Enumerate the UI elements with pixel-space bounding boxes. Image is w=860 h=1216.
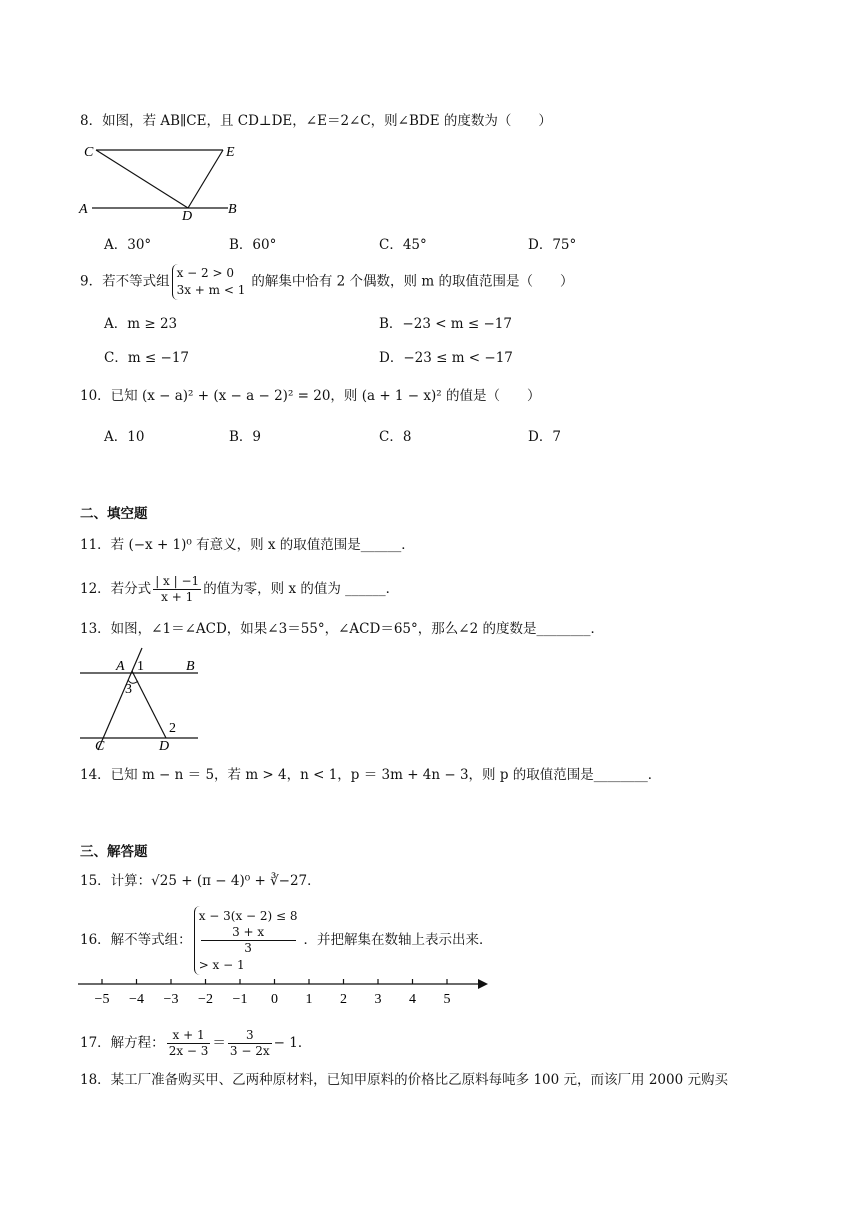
q16-suffix: ．并把解集在数轴上表示出来． bbox=[303, 932, 493, 948]
q17-prefix: 17．解方程： bbox=[80, 1035, 165, 1051]
q9-prefix: 9．若不等式组 bbox=[80, 273, 170, 290]
q16-sys-line2-rest: > x − 1 bbox=[198, 958, 245, 972]
q17-fraction-right bbox=[228, 1028, 272, 1059]
q13-label-2: 2 bbox=[169, 721, 176, 736]
q9-system bbox=[172, 264, 250, 300]
q8-label-e: E bbox=[226, 145, 235, 160]
q8-label-d: D bbox=[182, 209, 193, 220]
q9-stem bbox=[80, 264, 573, 300]
q17-stem bbox=[80, 1028, 311, 1059]
q8-stem: 8．如图，若 AB∥CE，且 CD⊥DE，∠E＝2∠C，则∠BDE 的度数为（ ） bbox=[80, 113, 552, 129]
q13-label-a: A bbox=[116, 659, 125, 674]
q12-numerator: | x | −1 bbox=[155, 574, 200, 588]
q8-option-d: D．75° bbox=[528, 237, 577, 253]
q9-option-b: B．−23 < m ≤ −17 bbox=[379, 316, 512, 332]
q15: 15．计算：√25 + (π − 4)⁰ + ∛−27． bbox=[80, 873, 321, 889]
q13-label-c: C bbox=[95, 739, 105, 754]
q10-option-c: C．8 bbox=[379, 429, 412, 445]
q9-sys-line1: x − 2 > 0 bbox=[176, 266, 234, 280]
q12-suffix: 的值为零，则 x 的值为 ______． bbox=[203, 581, 400, 597]
q17-denominator-left: 2x − 3 bbox=[168, 1044, 209, 1058]
q10-option-a: A．10 bbox=[104, 429, 145, 445]
axis-tick-label: 5 bbox=[443, 992, 451, 1007]
q16-system bbox=[194, 906, 302, 975]
axis-tick-label: 3 bbox=[374, 992, 382, 1007]
q8-option-c: C．45° bbox=[379, 237, 427, 253]
q9-option-a: A．m ≥ 23 bbox=[104, 316, 178, 332]
q16-stem bbox=[80, 906, 493, 975]
q13-figure bbox=[76, 646, 206, 754]
q8-label-b: B bbox=[228, 202, 237, 217]
section-fill-in: 二、填空题 bbox=[80, 506, 148, 522]
q17-suffix: − 1． bbox=[273, 1035, 312, 1051]
q9-suffix: 的解集中恰有 2 个偶数，则 m 的取值范围是（ ） bbox=[251, 273, 574, 290]
q13-label-d: D bbox=[159, 739, 170, 754]
q9-sys-line2: 3x + m < 1 bbox=[176, 283, 246, 297]
q10-option-b: B．9 bbox=[229, 429, 262, 445]
axis-tick-label: 4 bbox=[409, 992, 416, 1007]
q12-prefix: 12．若分式 bbox=[80, 581, 152, 597]
q16-sys-line2 bbox=[199, 925, 298, 974]
q8-option-a: A．30° bbox=[104, 237, 152, 253]
q10-stem: 10．已知 (x − a)² + (x − a − 2)² = 20，则 (a + 1 − x)² 的值是（ ） bbox=[80, 388, 541, 404]
q9-option-d: D．−23 ≤ m < −17 bbox=[379, 350, 513, 366]
axis-tick-label: −1 bbox=[232, 992, 248, 1007]
q11: 11．若 (−x + 1)⁰ 有意义，则 x 的取值范围是______． bbox=[80, 537, 415, 553]
q17-equals: ＝ bbox=[212, 1035, 226, 1051]
axis-tick-label: −3 bbox=[163, 992, 179, 1007]
axis-tick-label: −2 bbox=[198, 992, 213, 1007]
q17-fraction-left bbox=[167, 1028, 211, 1059]
q13-label-1: 1 bbox=[137, 659, 144, 674]
q16-sys-line1: x − 3(x − 2) ≤ 8 bbox=[198, 909, 298, 923]
axis-tick-label: 2 bbox=[340, 992, 347, 1007]
q12-fraction bbox=[153, 574, 201, 605]
q14: 14．已知 m − n ＝ 5，若 m > 4，n < 1，p ＝ 3m + 4n − 3，则 p 的取值范围是________． bbox=[80, 767, 662, 783]
q17-numerator-right: 3 bbox=[228, 1028, 272, 1044]
axis-tick-label: 0 bbox=[271, 992, 278, 1007]
q16-fraction bbox=[201, 925, 296, 956]
q13-stem: 13．如图，∠1＝∠ACD，如果∠3＝55°，∠ACD＝65°，那么∠2 的度数是________． bbox=[80, 621, 604, 637]
q16-denominator: 3 bbox=[244, 941, 252, 955]
q18: 18．某工厂准备购买甲、乙两种原材料，已知甲原料的价格比乙原料每吨多 100 元，而该厂用 2000 元购买 bbox=[80, 1072, 728, 1088]
q17-numerator-left: x + 1 bbox=[167, 1028, 211, 1044]
q12-denominator: x + 1 bbox=[161, 590, 194, 604]
q10-option-d: D．7 bbox=[528, 429, 561, 445]
axis-tick-label: 1 bbox=[305, 992, 313, 1007]
number-line bbox=[78, 972, 498, 1012]
q13-label-3: 3 bbox=[125, 682, 132, 697]
q12-stem bbox=[80, 574, 399, 605]
q16-numerator: 3 + x bbox=[201, 925, 296, 941]
axis-tick-label: −4 bbox=[129, 992, 144, 1007]
q13-label-b: B bbox=[186, 659, 195, 674]
section-solve: 三、解答题 bbox=[80, 844, 148, 860]
q8-option-b: B．60° bbox=[229, 237, 277, 253]
q16-prefix: 16．解不等式组： bbox=[80, 932, 192, 948]
axis-tick-label: −5 bbox=[94, 992, 110, 1007]
q8-figure bbox=[78, 140, 268, 220]
q8-label-c: C bbox=[84, 145, 94, 160]
q8-label-a: A bbox=[79, 202, 88, 217]
q9-option-c: C．m ≤ −17 bbox=[104, 350, 190, 366]
q17-denominator-right: 3 − 2x bbox=[229, 1044, 270, 1058]
